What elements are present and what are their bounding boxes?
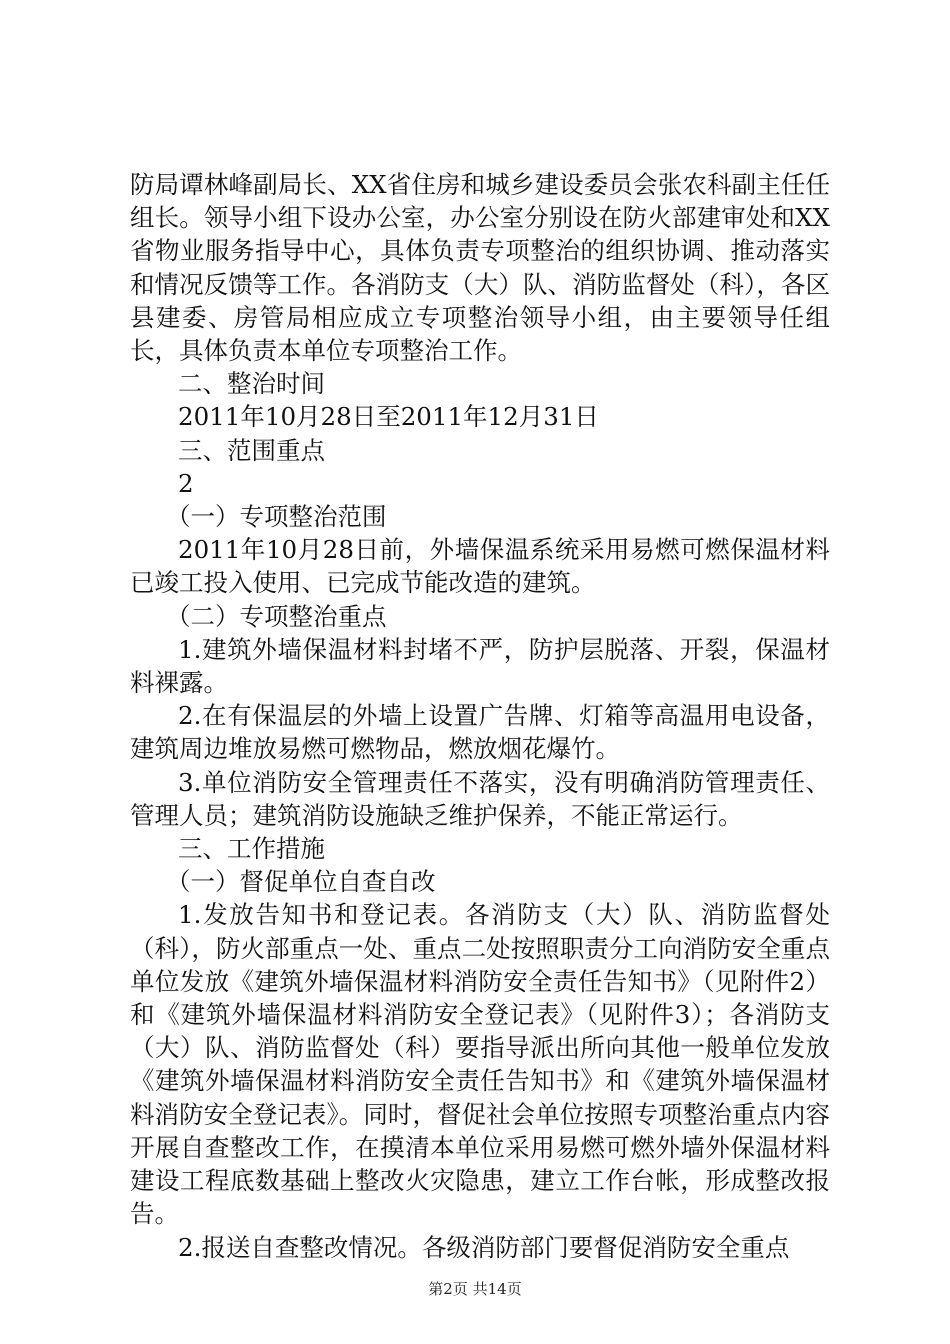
list-item-measure-1: 1.发放告知书和登记表。各消防支（大）队、消防监督处（科），防火部重点一处、重点二处按照职责分工向消防安全重点单位发放《建筑外墙保温材料消防安全责任告知书》（见附件2）和《建筑外墙保温材料消防安全登记表》（见附件3）；各消防支（大）队、消防监督处（科）要指导派出所向其他一般单位发放《建筑外墙保温材料消防安全责任告知书》和《建筑外墙保温材料消防安全登记表》。同时，督促社会单位按照专项整治重点内容开展自查整改工作，在摸清本单位采用易燃可燃外墙外保温材料建设工程底数基础上整改火灾隐患，建立工作台帐，形成整改报告。 (130, 900, 830, 1229)
subheading-focus: （二）专项整治重点 (166, 601, 387, 631)
subheading-scope: （一）专项整治范围 (166, 502, 387, 532)
paragraph-stray-number: 2 (178, 468, 194, 498)
list-item-focus-1: 1.建筑外墙保温材料封堵不严，防护层脱落、开裂，保温材料裸露。 (130, 634, 830, 698)
heading-rectification-time: 二、整治时间 (178, 369, 325, 399)
list-item-focus-2: 2.在有保温层的外墙上设置广告牌、灯箱等高温用电设备，建筑周边堆放易燃可燃物品，燃放烟花爆竹。 (130, 701, 830, 764)
paragraph-leading-group: 防局谭林峰副局长、XX省住房和城乡建设委员会张农科副主任任组长。领导小组下设办公室，办公室分别设在防火部建审处和XX省物业服务指导中心，具体负责专项整治的组织协调、推动落实和情况反馈等工作。各消防支（大）队、消防监督处（科），各区县建委、房管局相应成立专项整治领导小组，由主要领导任组长，具体负责本单位专项整治工作。 (130, 170, 830, 366)
heading-scope-focus: 三、范围重点 (178, 435, 325, 465)
document-body (130, 168, 830, 1264)
subheading-self-check: （一）督促单位自查自改 (166, 867, 436, 897)
list-item-focus-3: 3.单位消防安全管理责任不落实，没有明确消防管理责任、管理人员；建筑消防设施缺乏维护保养，不能正常运行。 (130, 767, 830, 830)
page-footer: 第2页 共14页 (428, 1280, 522, 1298)
paragraph-date-range: 2011年10月28日至2011年12月31日 (178, 402, 599, 432)
paragraph-scope: 2011年10月28日前，外墙保温系统采用易燃可燃保温材料已竣工投入使用、已完成节能改造的建筑。 (130, 535, 830, 598)
heading-work-measures: 三、工作措施 (178, 834, 325, 864)
list-item-measure-2: 2.报送自查整改情况。各级消防部门要督促消防安全重点 (178, 1232, 790, 1262)
